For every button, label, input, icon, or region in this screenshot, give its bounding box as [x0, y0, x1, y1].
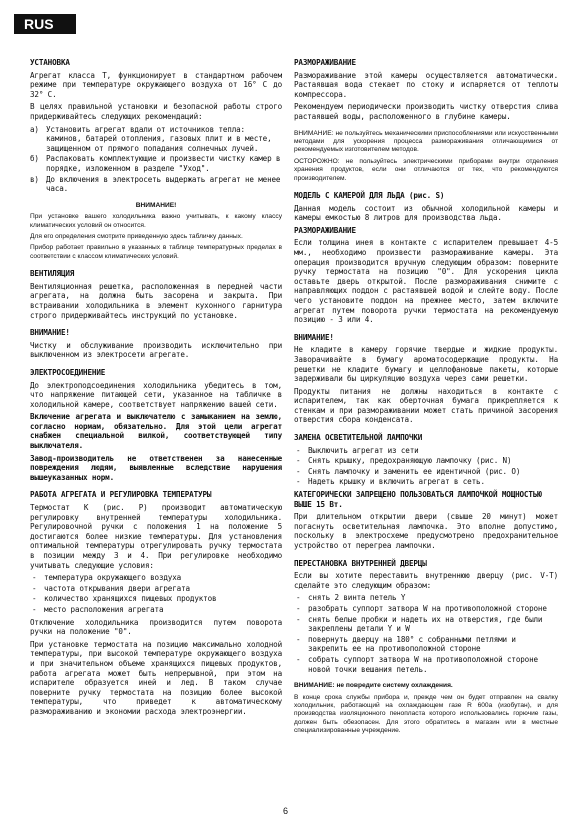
operation-list	[30, 573, 282, 614]
door-heading: ПЕРЕСТАНОВКА ВНУТРЕННЕЙ ДВЕРЦЫ	[294, 558, 427, 568]
install-paragraph-1: Агрегат класса Т, функционирует в стандартном рабочем режиме при температуре окружающего воздуха от 16° С до 32° С.	[30, 70, 282, 99]
door-item: - собрать суппорт затвора W на противоположной стороне новой точки вешания петель.	[294, 655, 558, 674]
ventilation-paragraph: Вентиляционная решетка, расположенная в передней части агрегата, на должна быть засорена и закрыта. При встраивании холодильника в элемент кухонного гарнитура строго придерживайтесь инструкций по установке.	[30, 281, 282, 320]
attention-defrost-section	[294, 130, 558, 183]
operation-paragraph-1: Термостат К (рис. Р) производит автоматическую регулировку внутренней температуры холодильника. Регулировочной ручки с положения 1 на положение 5 достигаются более низкие температуры. Для установления оптимальной температуры отрегулировать ручку термостата в позиции между 3 и 4. При регулировке необходимо учитывать следующие условия:	[30, 503, 282, 570]
install-item	[30, 154, 282, 173]
door-list	[294, 593, 558, 674]
door-item: - разобрать суппорт затвора W на противоположной стороне	[294, 604, 558, 614]
install-item-text: Установить агрегат вдали от источников тепла: каминов, батарей отопления, газовых плит и в месте, защищенном от прямого попадания солнечных лучей.	[46, 124, 272, 153]
install-list	[30, 125, 282, 194]
attention-paragraph: При установке вашего холодильника важно учитывать, к какому классу климатических условий он относится.	[30, 213, 282, 229]
lamp-item: - Надеть крышку и включить агрегат в сеть.	[294, 477, 558, 487]
attention-paragraph: ВНИМАНИЕ: не пользуйтесь механическими приспособлениями или искусственными методами для ускорения процесса размораживания отличающимися от рекомендуемых изготовителем методов.	[294, 129, 558, 154]
operation-item: - количество хранящихся пищевых продуктов	[30, 594, 282, 604]
attention-heading: ВНИМАНИЕ!	[294, 332, 334, 342]
lamp-heading: ЗАМЕНА ОСВЕТИТЕЛЬНОЙ ЛАМПОЧКИ	[294, 433, 423, 443]
attention-food-section	[294, 333, 558, 425]
disposal-paragraph: В конце срока службы прибора и, прежде чем он будет отправлен на свалку холодильник, работающий на охлаждающем газе R 600a (изобутан), и для производства изоляционного пенопласта которого использовались горючие газы, должен быть обезопасен. Для этого обратитесь в магазин или в местные специализированные учреждение.	[294, 693, 558, 735]
defrost-ice-heading: РАЗМОРАЖИВАНИЕ	[294, 225, 356, 235]
lamp-section	[294, 433, 558, 551]
defrost-ice-paragraph: Если толщина инея в контакте с испарителем превышает 4-5 мм., необходимо произвести размораживание камеры. Эта операция производится вручную следующим образом: поверните ручку термостата на позицию "0". Для ускорения цикла оставьте дверь открытой. После размораживания снимите с направляющих поддон с растаявшей водой и слейте воду. После чего установите поддон на прежнее место, затем включите агрегат путем поворота ручки термостата на рекомендуемую позицию - 3 или 4.	[294, 238, 558, 325]
install-item-text: До включения в электросеть выдержать агрегат не менее часа.	[46, 174, 281, 194]
defrost-paragraph-1: Размораживание этой камеры осуществляется автоматически. Растаявшая вода стекает по стоку и испаряется от теплоты компрессора.	[294, 70, 558, 99]
attention-paragraph: Чистку и обслуживание производить исключительно при выключенном из электросети агрегате.	[30, 340, 282, 360]
door-item: - повернуть дверцу на 180° с собранными петлями и закрепить ее на противоположной стороне	[294, 635, 558, 654]
left-column	[30, 58, 282, 725]
attention-paragraph: Продукты питания не должны находиться в контакте с испарителем, так как оберточная бумага прикрепляется к стенкам и при размораживании может стать причиной засорения отверстия сбора конденсата.	[294, 386, 558, 425]
page-number: 6	[283, 806, 289, 816]
install-item-mark: в)	[30, 174, 39, 184]
electrical-paragraph-2: Включение агрегата и выключателю с замыканием на землю, согласно нормам, обязательно. Для этой цели агрегат снабжен специальной вилкой, соответствующей типу выключателя.	[30, 412, 282, 451]
install-item	[30, 125, 282, 154]
attention-heading: ВНИМАНИЕ!	[30, 328, 70, 338]
lamp-warning-paragraph: При длительном открытии двери (свыше 20 минут) может погаснуть осветительная лампочка. Это вполне допустимо, поскольку в электросхеме предусмотрено предохранительное устройство от перегреа лампочки.	[294, 512, 558, 550]
defrost-paragraph-2: Рекомендуем периодически производить чистку отверстия слива растаявшей воды, расположенного в глубине камеры.	[294, 102, 558, 121]
attention-heading: ВНИМАНИЕ!	[135, 201, 177, 209]
ice-model-section	[294, 191, 558, 325]
attention-paragraph: Прибор работает правильно в указанных в таблице температурных пределах в соответствии с классом климатических условий.	[30, 244, 282, 260]
lamp-warning-heading: КАТЕГОРИЧЕСКИ ЗАПРЕЩЕНО ПОЛЬЗОВАТЬСЯ ЛАМПОЧКОЙ МОЩНОСТЬЮ ВЫШЕ 15 Вт.	[294, 490, 542, 509]
operation-item: - частота открывания двери агрегата	[30, 584, 282, 594]
ice-model-paragraph: Данная модель состоит из обычной холодильной камеры и камеры емкостью 8 литров для производства льда.	[294, 203, 558, 223]
lamp-item: - Выключить агрегат из сети	[294, 446, 558, 456]
right-column	[294, 58, 558, 739]
lamp-list	[294, 446, 558, 487]
lamp-item: - Снять крышку, предохраняющую лампочку (рис. N)	[294, 456, 558, 466]
door-section	[294, 559, 558, 675]
ice-model-heading: МОДЕЛЬ С КАМЕРОЙ ДЛЯ ЛЬДА (рис. S)	[294, 191, 445, 200]
door-item: - снять 2 винта петель Y	[294, 593, 558, 603]
install-item	[30, 175, 282, 194]
electrical-paragraph-3: Завод-производитель не ответственен за нанесенные повреждения людям, выявленные вследствие нарушения вышеуказанных норм.	[30, 453, 282, 482]
operation-paragraph-2: Отключение холодильника производится путем поворота ручки на положение "0".	[30, 617, 282, 637]
install-section	[30, 58, 282, 194]
attention-climate-section	[30, 202, 282, 261]
caution-paragraph: ОСТОРОЖНО: не пользуйтесь электрическими приборами внутри отделения хранения продуктов, если они отличаются от тех, что рекомендуются производителем.	[294, 157, 558, 182]
cooling-warning: ВНИМАНИЕ: не повредите систему охлаждения.	[294, 682, 453, 690]
operation-item: - температура окружающего воздуха	[30, 573, 282, 583]
install-item-text: Распаковать комплектующие и произвести чистку камер в порядке, изложенном в разделе "Уход".	[46, 154, 281, 173]
language-tab: RUS	[14, 14, 76, 34]
attention-paragraph: Для его определения смотрите приведенную здесь табличку данных.	[30, 232, 243, 240]
attention-cleaning-section	[30, 328, 282, 360]
door-item: - снять белые пробки и надеть их на отверстия, где были закреплены детали Y и W	[294, 615, 558, 634]
defrost-heading: РАЗМОРАЖИВАНИЕ	[294, 58, 356, 67]
electrical-paragraph-1: До электроподсоединения холодильника убедитесь в том, что напряжение питающей сети, указанное на табличке в холодильной камере, соответствует напряжению вашей сети.	[30, 380, 282, 409]
install-item-mark: а)	[30, 124, 39, 134]
operation-item: - место расположения агрегата	[30, 605, 282, 615]
attention-paragraph: Не кладите в камеру горячие твердые и жидкие продукты. Заворачивайте в бумагу ароматосодержащие продукты. На решетки не кладите бумагу и целлофановые пакеты, которые задерживали бы циркуляцию воздуха через сами решетки.	[294, 345, 558, 384]
defrost-section	[294, 58, 558, 122]
operation-heading: РАБОТА АГРЕГАТА И РЕГУЛИРОВКА ТЕМПЕРАТУРЫ	[30, 490, 212, 500]
electrical-heading: ЭЛЕКТРОСОЕДИНЕНИЕ	[30, 367, 106, 377]
door-paragraph: Если вы хотите переставить внутреннюю дверцу (рис. V-T) сделайте это следующим образом:	[294, 571, 558, 590]
install-item-mark: б)	[30, 154, 39, 164]
operation-paragraph-3: При установке термостата на позицию максимально холодной температуры, при высокой температуре окружающего воздуха и при значительном объеме хранящихся пищевых продуктов, работа агрегата может быть непрерывной, при этом на испарителе образуется иней и лед. В таком случае поверните ручку термостата на позицию более высокой температуры, что приведет к автоматическому размораживанию и экономии расхода электроэнергии.	[30, 639, 282, 716]
install-heading: УСТАНОВКА	[30, 58, 70, 67]
operation-section	[30, 490, 282, 716]
lamp-item: - Снять лампочку и заменить ее идентичной (рис. O)	[294, 467, 558, 477]
ventilation-heading: ВЕНТИЛЯЦИЯ	[30, 269, 75, 279]
ventilation-section	[30, 269, 282, 320]
install-paragraph-2: В целях правильной установки и безопасной работы строго придерживайтесь следующих рекомендаций:	[30, 102, 282, 121]
electrical-section	[30, 368, 282, 483]
disposal-section	[294, 682, 558, 735]
